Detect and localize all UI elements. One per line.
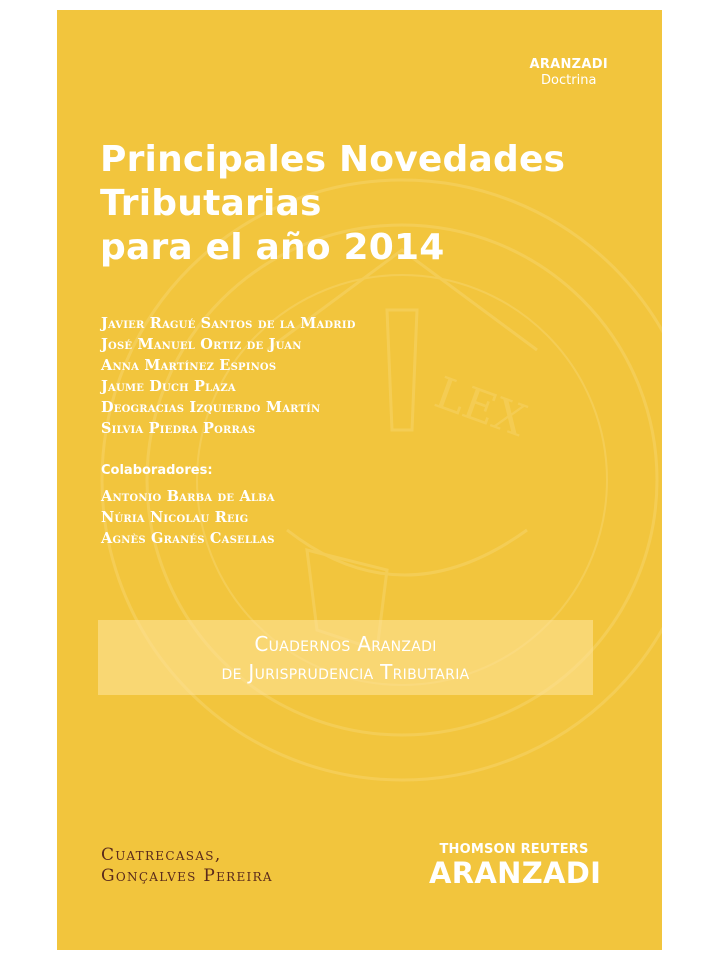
imprint-brand: ARANZADI — [529, 57, 608, 72]
book-title — [100, 138, 620, 270]
collaborator-list — [101, 486, 275, 549]
book-cover — [57, 10, 662, 950]
imprint — [529, 57, 608, 88]
author-name: Deogracias Izquierdo Martín — [101, 399, 321, 416]
imprint-collection: Doctrina — [541, 73, 597, 88]
firm-line-1: Cuatrecasas, — [101, 845, 222, 865]
author-name: Javier Ragué Santos de la Madrid — [101, 315, 356, 332]
collaborator-name: Antonio Barba de Alba — [101, 488, 275, 505]
series-line-1: Cuadernos Aranzadi — [254, 631, 437, 656]
author-name: José Manuel Ortiz de Juan — [101, 336, 302, 353]
author-name: Silvia Piedra Porras — [101, 420, 256, 437]
title-line-3: para el año 2014 — [100, 227, 445, 268]
author-list — [101, 313, 356, 439]
author-name: Jaume Duch Plaza — [101, 378, 236, 395]
publisher-bottom: ARANZADI — [429, 856, 602, 890]
title-line-2: Tributarias — [100, 183, 322, 224]
series-band — [98, 620, 593, 695]
seal-lex-text: LEX — [428, 367, 533, 448]
author-name: Anna Martínez Espinos — [101, 357, 277, 374]
firm-line-2: Gonçalves Pereira — [101, 866, 273, 886]
law-firm-logo — [101, 845, 273, 887]
collaborators-label: Colaboradores: — [101, 463, 213, 478]
publisher-logo — [429, 842, 602, 890]
collaborator-name: Núria Nicolau Reig — [101, 509, 249, 526]
collaborator-name: Agnès Granés Casellas — [101, 530, 275, 547]
publisher-top: THOMSON REUTERS — [439, 842, 589, 857]
series-line-2: de Jurisprudencia Tributaria — [221, 659, 470, 684]
title-line-1: Principales Novedades — [100, 139, 566, 180]
